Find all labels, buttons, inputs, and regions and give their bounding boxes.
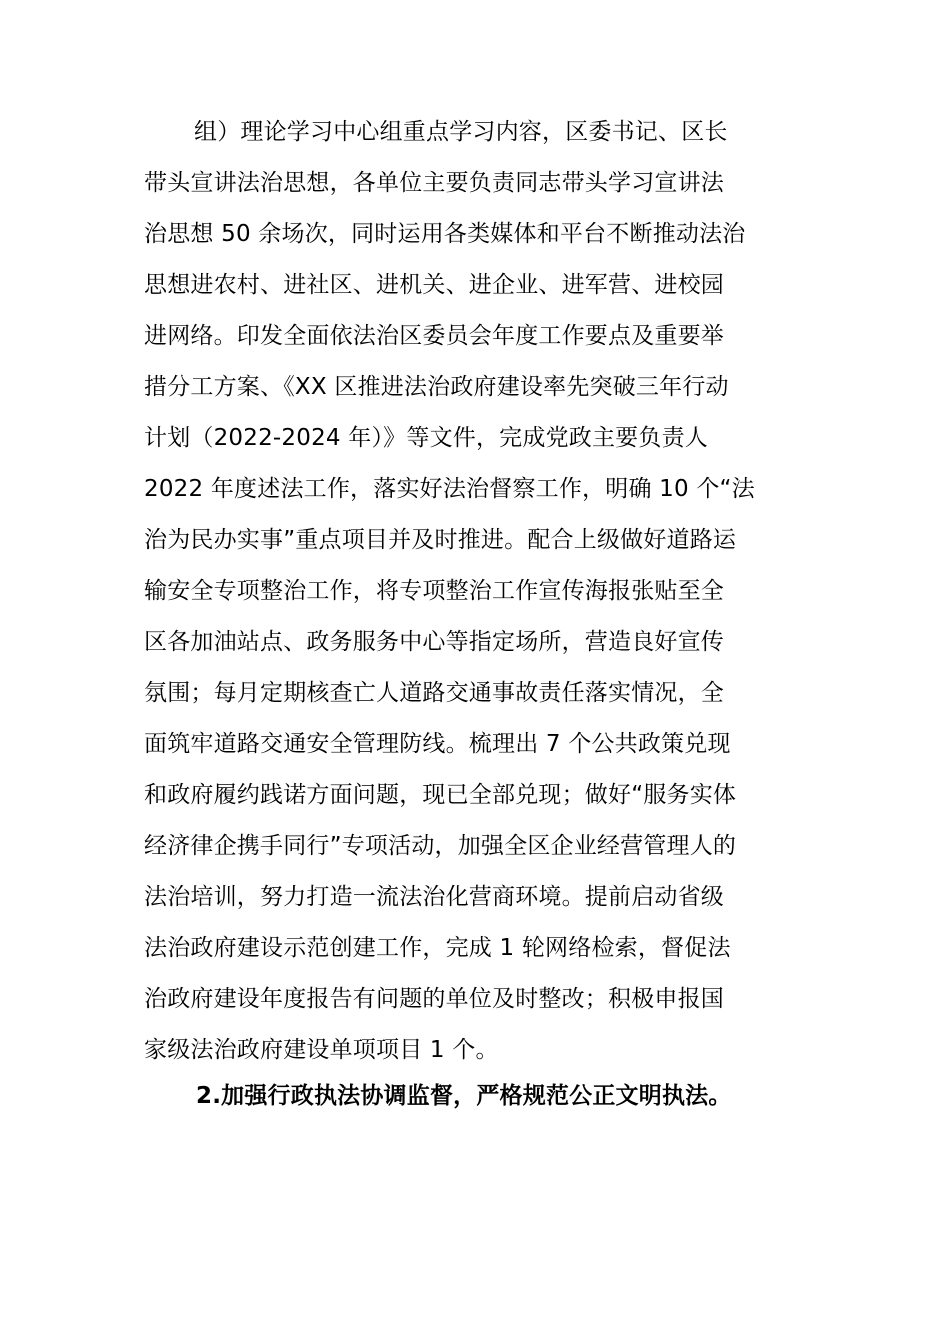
paragraph-line: 思想进农村、进社区、进机关、进企业、进军营、进校园 <box>144 272 724 298</box>
paragraph-line: 进网络。印发全面依法治区委员会年度工作要点及重要举 <box>144 323 724 349</box>
paragraph-line: 法治政府建设示范创建工作，完成 1 轮网络检索，督促法 <box>144 935 731 961</box>
paragraph-line: 措分工方案、《XX 区推进法治政府建设率先突破三年行动 <box>144 374 729 400</box>
paragraph-line: 法治培训，努力打造一流法治化营商环境。提前启动省级 <box>144 884 724 910</box>
paragraph-line: 治为民办实事”重点项目并及时推进。配合上级做好道路运 <box>144 527 737 553</box>
paragraph-line: 2022 年度述法工作，落实好法治督察工作，明确 10 个“法 <box>144 476 755 502</box>
paragraph-line: 治思想 50 余场次，同时运用各类媒体和平台不断推动法治 <box>144 221 746 247</box>
paragraph-line: 氛围；每月定期核查亡人道路交通事故责任落实情况，全 <box>144 680 724 706</box>
paragraph-line: 组）理论学习中心组重点学习内容，区委书记、区长 <box>194 119 728 145</box>
paragraph-line: 经济律企携手同行”专项活动，加强全区企业经营管理人的 <box>144 833 737 859</box>
paragraph-line: 带头宣讲法治思想，各单位主要负责同志带头学习宣讲法 <box>144 170 724 196</box>
paragraph-line: 和政府履约践诺方面问题，现已全部兑现；做好“服务实体 <box>144 782 737 808</box>
paragraph-line: 家级法治政府建设单项项目 1 个。 <box>144 1037 499 1063</box>
paragraph-line: 输安全专项整治工作，将专项整治工作宣传海报张贴至全 <box>144 578 724 604</box>
section-heading: 2.加强行政执法协调监督，严格规范公正文明执法。 <box>196 1083 732 1109</box>
paragraph-line: 面筑牢道路交通安全管理防线。梳理出 7 个公共政策兑现 <box>144 731 731 757</box>
paragraph-line: 治政府建设年度报告有问题的单位及时整改；积极申报国 <box>144 986 724 1012</box>
body-paragraph <box>144 107 809 1076</box>
paragraph-line: 计划（2022-2024 年）》等文件，完成党政主要负责人 <box>144 425 708 451</box>
paragraph-line: 区各加油站点、政务服务中心等指定场所，营造良好宣传 <box>144 629 724 655</box>
